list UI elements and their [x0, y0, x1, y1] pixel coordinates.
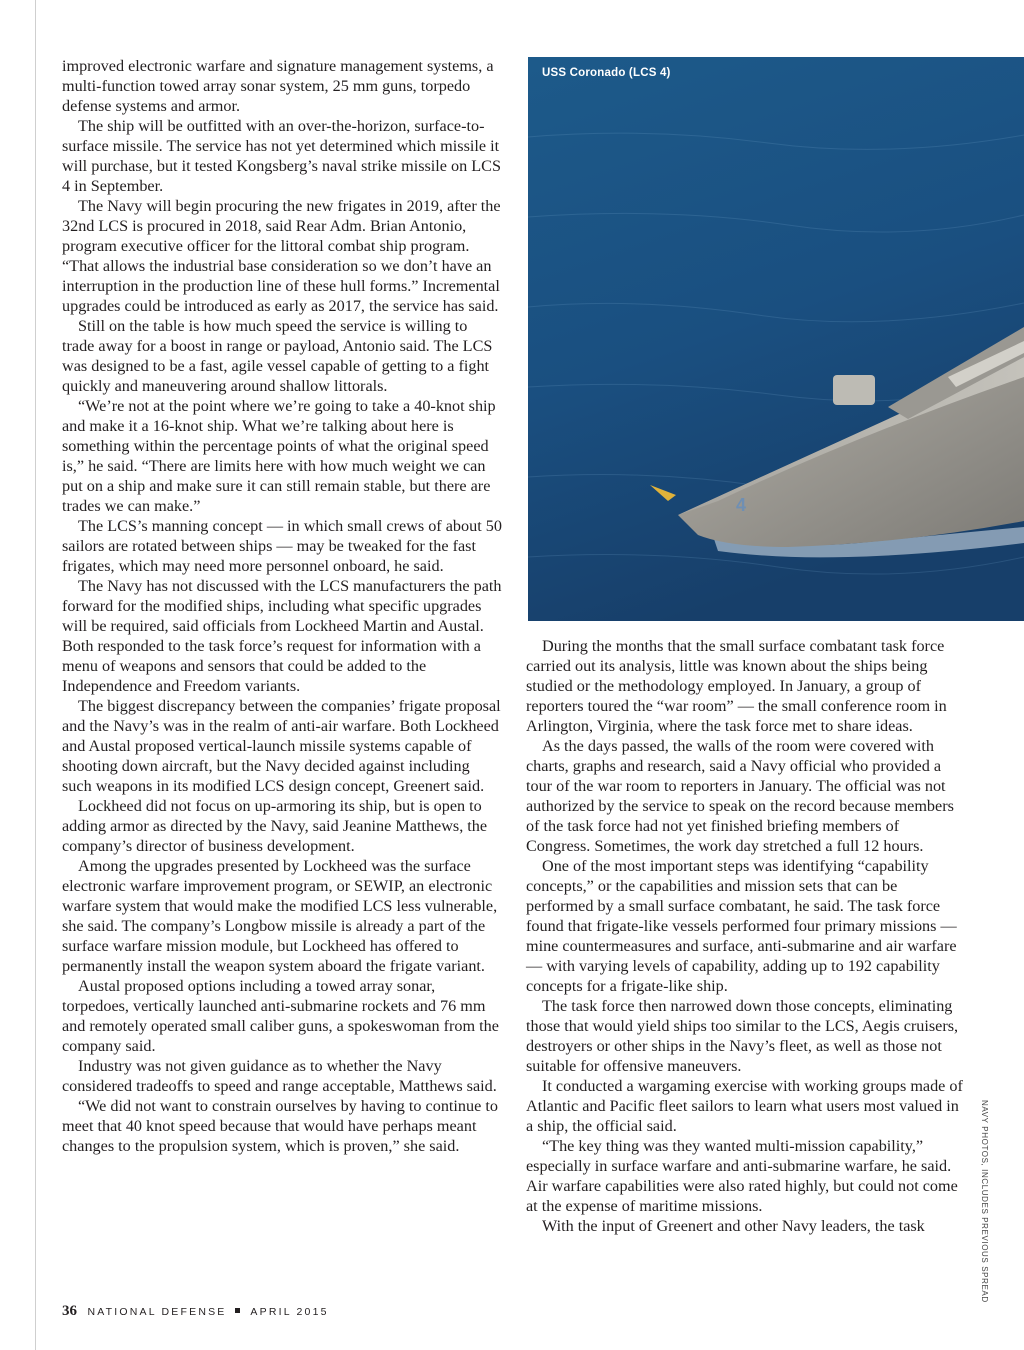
paragraph: “We did not want to constrain ourselves by having to continue to meet that 40 knot speed because that would have perhaps meant changes to the propulsion system, which is proven,” she said.: [62, 1097, 498, 1155]
paragraph: The Navy has not discussed with the LCS manufacturers the path forward for the modified ships, including what specific upgrades will be required, said officials from Lockheed Martin and Austal. Both responded to the task force’s request for information with a menu of weapons and sensors that could be added to the Independence and Freedom variants.: [62, 577, 502, 695]
paragraph: The LCS’s manning concept — in which small crews of about 50 sailors are rotated between ships — may be tweaked for the fast frigates, which may need more personnel onboard, he said.: [62, 517, 502, 575]
paragraph: “The key thing was they wanted multi-mission capability,” especially in surface warfare and anti-submarine warfare, he said. Air warfare capabilities were also rated highly, but could not come at the expense of maritime missions.: [526, 1137, 958, 1215]
publication-name: NATIONAL DEFENSE: [87, 1306, 227, 1318]
paragraph: The biggest discrepancy between the companies’ frigate proposal and the Navy’s was in the realm of anti-air warfare. Both Lockheed and Austal proposed vertical-launch missile systems capable of shooting down aircraft, but the Navy decided against including such weapons in its modified LCS design concept, Greenert said.: [62, 697, 501, 795]
paragraph: The Navy will begin procuring the new frigates in 2019, after the 32nd LCS is procured in 2018, said Rear Adm. Brian Antonio, program executive officer for the littoral combat ship program. “That allows the industrial base consideration so we don’t have an interruption in the production line of these hull forms.” Incremental upgrades could be introduced as early as 2017, the service has said.: [62, 197, 501, 315]
article-column-right: [526, 636, 966, 1236]
paragraph: As the days passed, the walls of the room were covered with charts, graphs and research, said a Navy official who provided a tour of the war room to reporters in January. The official was not authorized by the service to speak on the record because members of the task force had not yet finished briefing members of Congress. Sometimes, the work day stretched a full 12 hours.: [526, 737, 954, 855]
article-column-left: [62, 56, 502, 1156]
paragraph: Among the upgrades presented by Lockheed was the surface electronic warfare improvement program, or SEWIP, an electronic warfare system that would make the modified LCS less vulnerable, she said. The company’s Longbow missile is already a part of the surface warfare mission module, but Lockheed has offered to permanently install the weapon system aboard the frigate variant.: [62, 857, 498, 975]
photo-caption: USS Coronado (LCS 4): [542, 67, 671, 79]
paragraph: One of the most important steps was identifying “capability concepts,” or the capabilities and mission sets that can be performed by a small surface combatant, he said. The task force found that frigate-like vessels performed four primary missions — mine countermeasures and surface, anti-submarine and air warfare — with varying levels of capability, adding up to 192 capability concepts for a frigate-like ship.: [526, 857, 957, 995]
paragraph: Industry was not given guidance as to whether the Navy considered tradeoffs to speed and range acceptable, Matthews said.: [62, 1057, 497, 1095]
page-edge-rule: [35, 0, 36, 1350]
paragraph: It conducted a wargaming exercise with working groups made of Atlantic and Pacific fleet sailors to learn what users most valued in a ship, the official said.: [526, 1077, 963, 1135]
paragraph: During the months that the small surface combatant task force carried out its analysis, little was known about the ships being studied or the methodology employed. In January, a group of reporters toured the “war room” — the small conference room in Arlington, Virginia, where the task force met to share ideas.: [526, 637, 947, 735]
footer-separator: [235, 1308, 240, 1313]
paragraph: Still on the table is how much speed the service is willing to trade away for a boost in range or payload, Antonio said. The LCS was designed to be a fast, agile vessel capable of getting to a fight quickly and maneuvering around shallow littorals.: [62, 317, 493, 395]
page-footer: [62, 1302, 329, 1320]
ship-photo-illustration: [528, 57, 1024, 621]
hull-number: 4: [736, 495, 747, 515]
ship-photo: [528, 57, 1024, 621]
gun-mount: [833, 375, 875, 405]
issue-date: APRIL 2015: [250, 1306, 329, 1318]
photo-credit-text: NAVY PHOTOS, INCLUDES PREVIOUS SPREAD: [980, 1100, 989, 1303]
photo-credit: [980, 1100, 1003, 1303]
paragraph: The ship will be outfitted with an over-the-horizon, surface-to-surface missile. The service has not yet determined which missile it will purchase, but it tested Kongsberg’s naval strike missile on LCS 4 in September.: [62, 117, 501, 195]
paragraph: “We’re not at the point where we’re going to take a 40-knot ship and make it a 16-knot ship. What we’re talking about here is something within the percentage points of what the original speed is,” he said. “There are limits here with how much weight we can put on a ship and make sure it can still remain stable, but there are trades we can make.”: [62, 397, 496, 515]
paragraph: With the input of Greenert and other Navy leaders, the task: [542, 1217, 925, 1235]
paragraph: improved electronic warfare and signature management systems, a multi-function towed array sonar system, 25 mm guns, torpedo defense systems and armor.: [62, 57, 494, 115]
paragraph: Lockheed did not focus on up-armoring its ship, but is open to adding armor as directed by the Navy, said Jeanine Matthews, the company’s director of business development.: [62, 797, 488, 855]
paragraph: The task force then narrowed down those concepts, eliminating those that would yield ships too similar to the LCS, Aegis cruisers, destroyers or other ships in the Navy’s fleet, as well as those not suitable for offensive maneuvers.: [526, 997, 959, 1075]
page-number: 36: [62, 1303, 77, 1319]
paragraph: Austal proposed options including a towed array sonar, torpedoes, vertically launched anti-submarine rockets and 76 mm and remotely operated small caliber guns, a spokeswoman from the company said.: [62, 977, 499, 1055]
